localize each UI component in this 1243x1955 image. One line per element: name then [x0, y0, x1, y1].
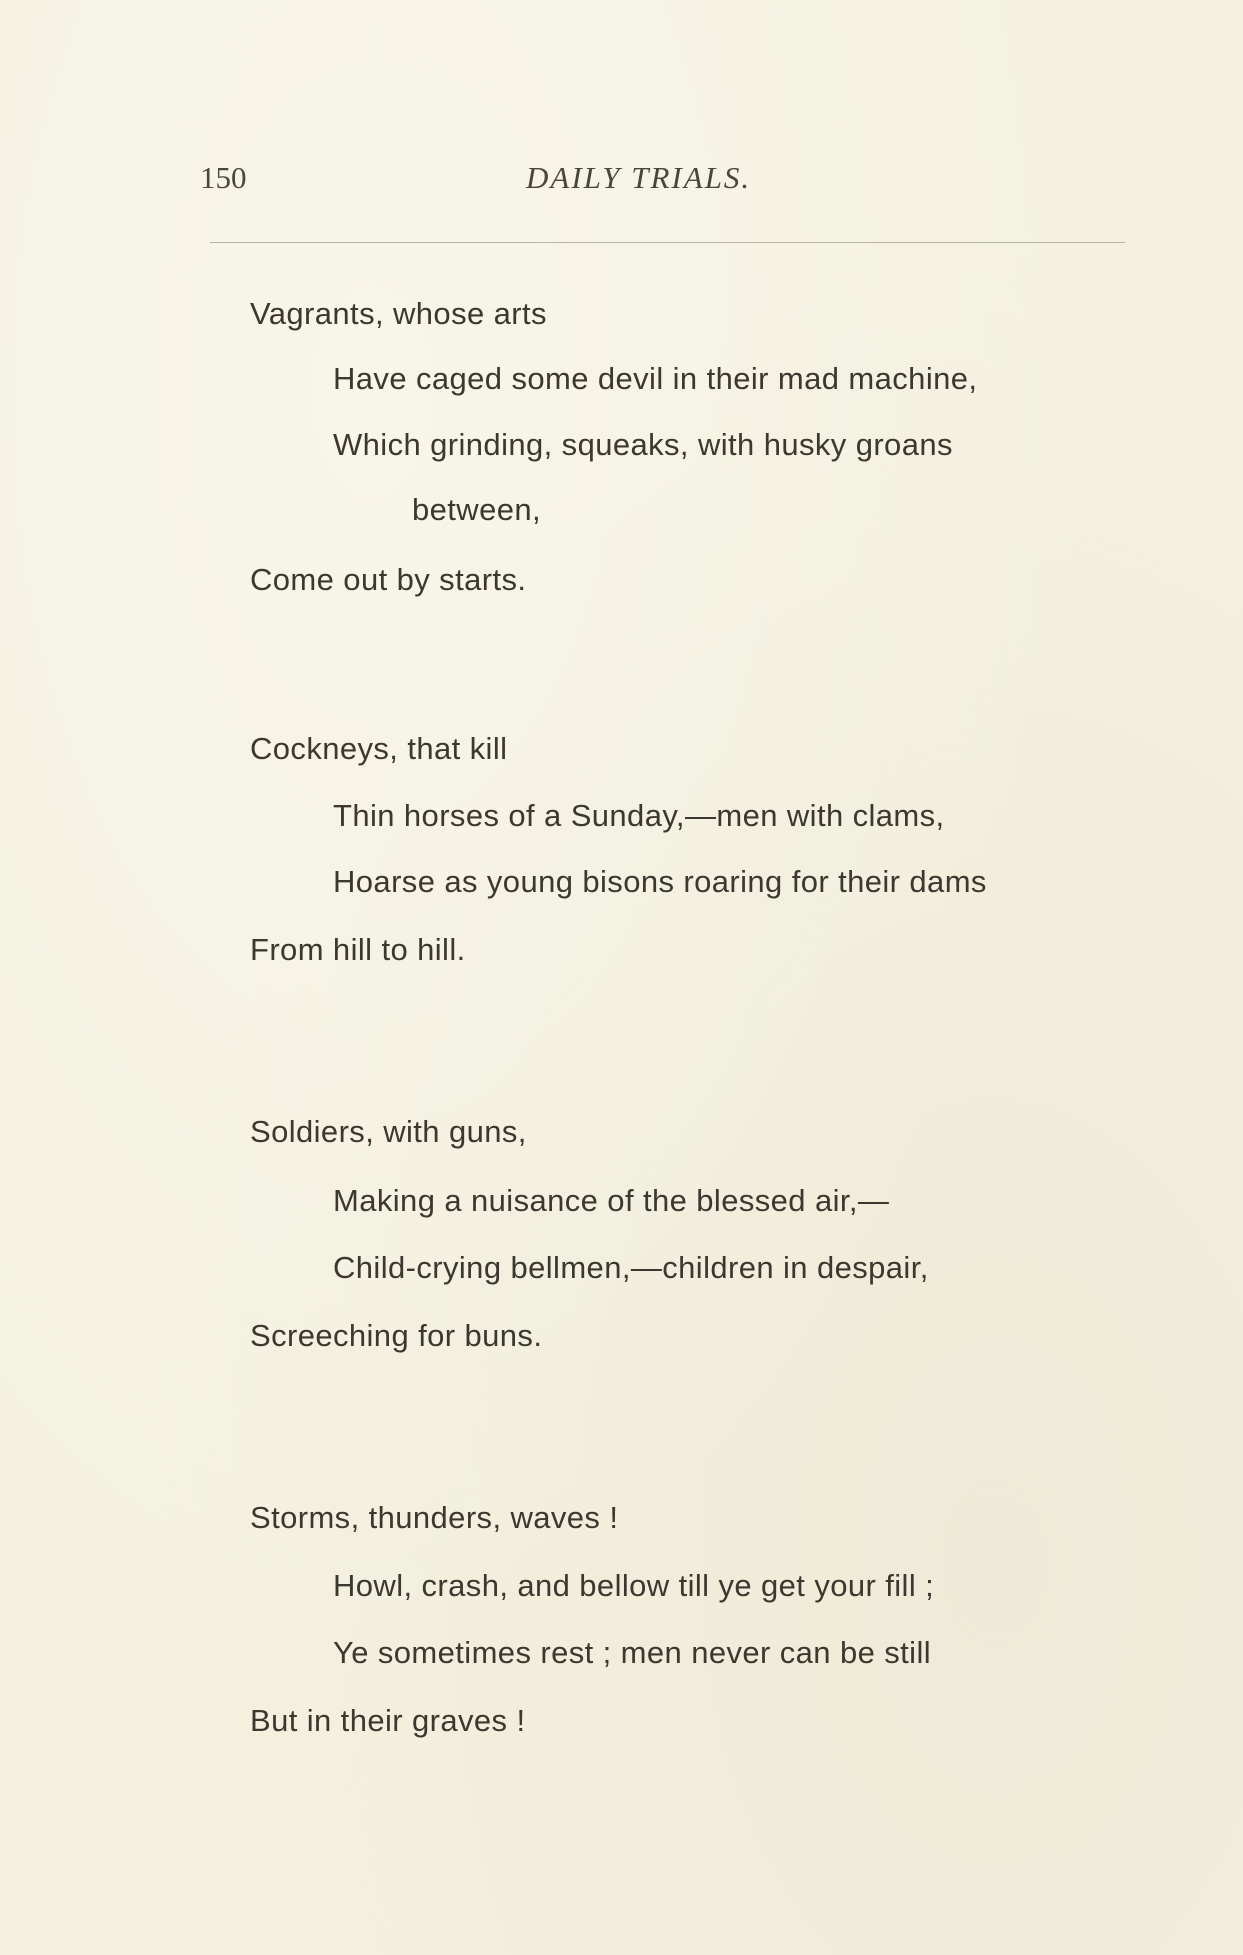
stanza-1-line-1: Vagrants, whose arts [250, 296, 547, 331]
stanza-4-line-1: Storms, thunders, waves ! [250, 1500, 619, 1535]
stanza-3-line-2: Making a nuisance of the blessed air,— [333, 1183, 890, 1218]
stanza-1-line-2: Have caged some devil in their mad machine, [333, 361, 978, 396]
stanza-4-line-4: But in their graves ! [250, 1703, 526, 1738]
page-header [200, 160, 1130, 200]
header-rule [210, 242, 1125, 243]
stanza-2-line-1: Cockneys, that kill [250, 731, 508, 766]
stanza-1-line-4: between, [412, 492, 542, 527]
stanza-4-line-2: Howl, crash, and bellow till ye get your fill ; [333, 1568, 935, 1603]
stanza-2-line-3: Hoarse as young bisons roaring for their dams [333, 864, 987, 899]
running-head: DAILY TRIALS. [526, 160, 752, 195]
stanza-2-line-2: Thin horses of a Sunday,—men with clams, [333, 798, 945, 833]
stanza-2-line-4: From hill to hill. [250, 932, 466, 967]
stanza-1-line-5: Come out by starts. [250, 562, 527, 597]
stanza-3-line-3: Child-crying bellmen,—children in despair, [333, 1250, 929, 1285]
page-number: 150 [200, 160, 247, 195]
stanza-1-line-3: Which grinding, squeaks, with husky groans [333, 427, 953, 462]
stanza-4-line-3: Ye sometimes rest ; men never can be still [333, 1635, 932, 1670]
stanza-3-line-1: Soldiers, with guns, [250, 1114, 527, 1149]
stanza-3-line-4: Screeching for buns. [250, 1318, 543, 1353]
